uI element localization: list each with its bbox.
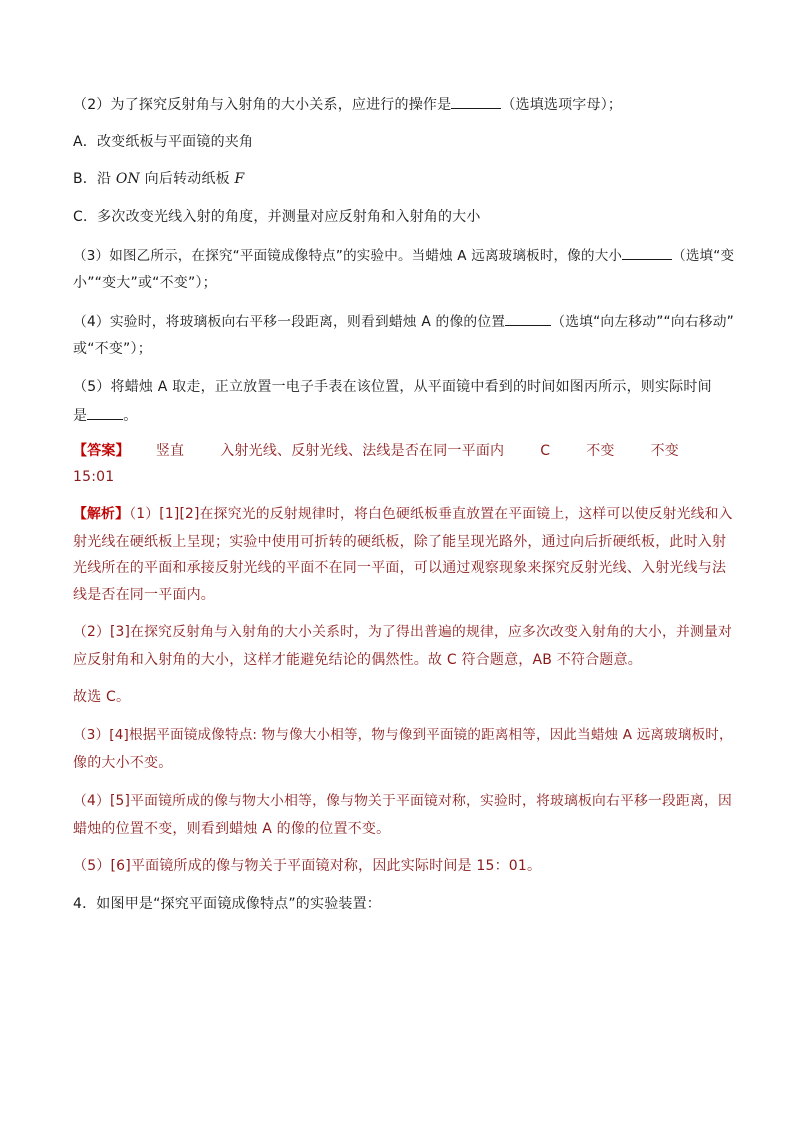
option-b-mid: 向后转动纸板 <box>140 171 235 187</box>
question-5-suffix: 。 <box>123 408 138 424</box>
analysis-p3-line-2: 像的大小不变。 <box>73 755 173 771</box>
question-5-line-2 <box>73 405 137 426</box>
analysis-p2-line-2: 应反射角和入射角的大小，这样才能避免结论的偶然性。故 C 符合题意，AB 不符合题意。 <box>73 652 642 668</box>
option-b <box>73 169 244 189</box>
analysis-p1-line-2: 射光线在硬纸板上呈现；实验中使用可折转的硬纸板，除了能呈现光路外，通过向后折硬纸板，此时入射 <box>73 534 727 550</box>
question-4-prefix: （4）实验时，将玻璃板向右平移一段距离，则看到蜡烛 A 的像的位置 <box>73 314 506 330</box>
answer-item-1: 竖直 <box>155 443 185 459</box>
answer-line <box>73 441 679 461</box>
answer-item-2: 入射光线、反射光线、法线是否在同一平面内 <box>220 443 505 459</box>
question-2 <box>73 94 622 115</box>
question-4-line-1 <box>73 311 734 332</box>
question-5-line-1: （5）将蜡烛 A 取走，正立放置一电子手表在该位置，从平面镜中看到的时间如图丙所示，则实际时间 <box>73 379 712 395</box>
analysis-p4-line-1: （4）[5]平面镜所成的像与物大小相等，像与物关于平面镜对称，实验时，将玻璃板向右平移一段距离，因 <box>73 793 732 809</box>
question-3-suffix: （选填“变 <box>672 248 735 264</box>
answer-blank <box>451 94 501 109</box>
next-question: 4．如图甲是“探究平面镜成像特点”的实验装置： <box>73 896 382 912</box>
answer-item-4: 不变 <box>586 443 615 459</box>
option-b-plate: F <box>234 171 245 187</box>
answer-blank <box>622 245 672 260</box>
analysis-p2-line-1: （2）[3]在探究反射角与入射角的大小关系时，为了得出普遍的规律，应多次改变入射角的大小，并测量对 <box>73 624 732 640</box>
question-3-prefix: （3）如图乙所示，在探究“平面镜成像特点”的实验中。当蜡烛 A 远离玻璃板时，像的大小 <box>73 248 623 264</box>
option-c: C．多次改变光线入射的角度，并测量对应反射角和入射角的大小 <box>73 209 481 225</box>
option-b-prefix: B．沿 <box>73 171 116 187</box>
answer-blank <box>505 311 551 326</box>
answer-item-3: C <box>540 443 551 459</box>
analysis-p2-line-3: 故选 C。 <box>73 689 131 705</box>
answer-tag: 【答案】 <box>73 443 130 459</box>
analysis-p3-line-1: （3）[4]根据平面镜成像特点: 物与像大小相等，物与像到平面镜的距离相等，因此当蜡烛 A 远离玻璃板时， <box>73 727 733 743</box>
option-a: A．改变纸板与平面镜的夹角 <box>73 134 254 150</box>
question-4-suffix: （选填“向左移动”“向右移动” <box>551 314 734 330</box>
question-3-line-1 <box>73 245 734 266</box>
question-2-prefix: （2）为了探究反射角与入射角的大小关系，应进行的操作是 <box>73 97 452 113</box>
analysis-p1-text: （1）[1][2]在探究光的反射规律时，将白色硬纸板垂直放置在平面镜上，这样可以使反射光线和入 <box>129 506 733 522</box>
question-4-line-2: 或“不变”）； <box>73 341 152 357</box>
question-3-line-2: 小”“变大”或“不变”）； <box>73 275 217 291</box>
analysis-p4-line-2: 蜡烛的位置不变，则看到蜡烛 A 的像的位置不变。 <box>73 821 391 837</box>
analysis-p1-line-3: 光线所在的平面和承接反射光线的平面不在同一平面，可以通过观察现象来探究反射光线、入射光线与法 <box>73 560 727 576</box>
analysis-p1-line-1 <box>73 504 733 524</box>
analysis-tag: 【解析】 <box>73 506 130 522</box>
analysis-p5-line-1: （5）[6]平面镜所成的像与物关于平面镜对称，因此实际时间是 15：01。 <box>73 858 542 874</box>
option-b-ray: ON <box>115 171 140 187</box>
question-5-prefix: 是 <box>73 408 88 424</box>
answer-item-5: 不变 <box>650 443 680 459</box>
analysis-p1-line-4: 线是否在同一平面内。 <box>73 587 215 603</box>
answer-last: 15:01 <box>73 469 115 485</box>
answer-blank <box>87 405 123 420</box>
question-2-suffix: （选填选项字母）； <box>501 97 623 113</box>
